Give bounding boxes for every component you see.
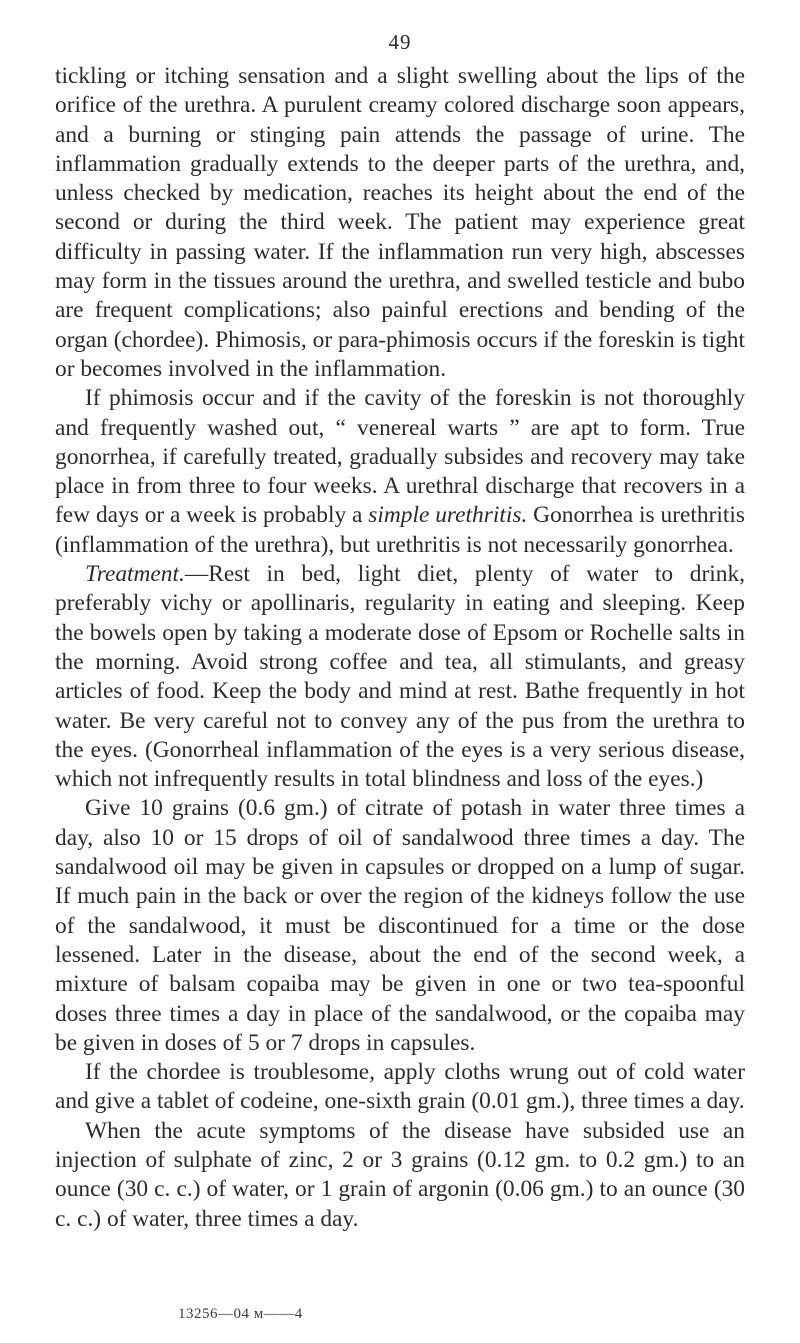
text-run: —Rest in bed, light diet, plenty of water to drink, preferably vichy or apollinaris, regularity in eating and sleeping. Keep the bowels open by taking a moderate dose of Epsom or Rochelle salts in the morning. Avoid strong coffee and tea, all stimulants, and greasy articles of food. Keep the body and mind at rest. Bathe frequently in hot water. Be very careful not to convey any of the pus from the urethra to the eyes. (Gonorrheal inflammation of the eyes is a very serious disease, which not infrequently results in total blindness and loss of the eyes.): [55, 561, 745, 793]
text-run: When the acute symptoms of the disease have subsided use an injection of sulphate of zinc, 2 or 3 grains (0.12 gm. to 0.2 gm.) to an ounce (30 c. c.) of water, or 1 grain of argonin (0.06 gm.) to an ounce (30 c. c.) of water, three times a day.: [55, 1117, 745, 1232]
paragraph-4: [55, 794, 745, 1058]
text-run: If the chordee is troublesome, apply cloths wrung out of cold water and give a tablet of codeine, one-sixth grain (0.01 gm.), three times a day.: [55, 1059, 745, 1115]
paragraph-5: [55, 1058, 745, 1117]
text-run: tickling or itching sensation and a slight swelling about the lips of the orifice of the urethra. A purulent creamy colored discharge soon appears, and a burning or stinging pain attends the passage of urine. The inflammation gradually extends to the deeper parts of the urethra, and, unless checked by medication, reaches its height about the end of the second or during the third week. The patient may experience great difficulty in passing water. If the inflammation run very high, abscesses may form in the tissues around the urethra, and swelled testicle and bubo are frequent complications; also painful erections and bending of the organ (chordee). Phimosis, or para-phimosis occurs if the foreskin is tight or becomes involved in the inflammation.: [55, 63, 745, 382]
paragraph-treatment: [55, 560, 745, 794]
paragraph-6: [55, 1117, 745, 1234]
italic-text: Treatment.: [85, 561, 185, 588]
text-run: If phimosis occur and if the cavity of the foreskin is not thoroughly and frequently washed out, “ venereal warts ” are apt to form. True gonorrhea, if carefully treated, gradually subsides and recovery may take place in from three to four weeks. A urethral discharge that recovers in a few days or a week is probably a: [55, 385, 745, 529]
page-number: 49: [388, 30, 412, 54]
text-run: Gonorrhea is urethritis (inflammation of the urethra), but urethritis is not necessarily gonorrhea.: [55, 502, 745, 558]
body-text: [55, 62, 745, 1234]
paragraph-2: [55, 384, 745, 560]
text-run: Give 10 grains (0.6 gm.) of citrate of potash in water three times a day, also 10 or 15 drops of oil of sandalwood three times a day. The sandalwood oil may be given in capsules or dropped on a lump of sugar. If much pain in the back or over the region of the kidneys follow the use of the sandalwood, it must be discontinued for a time or the dose lessened. Later in the disease, about the end of the second week, a mixture of balsam copaiba may be given in one or two tea-spoonful doses three times a day in place of the sandalwood, or the copaiba may be given in doses of 5 or 7 drops in capsules.: [55, 795, 745, 1056]
paragraph-1: [55, 62, 745, 384]
signature-mark: 13256—04 м——4: [178, 1306, 303, 1322]
italic-text: simple urethritis.: [368, 502, 528, 529]
